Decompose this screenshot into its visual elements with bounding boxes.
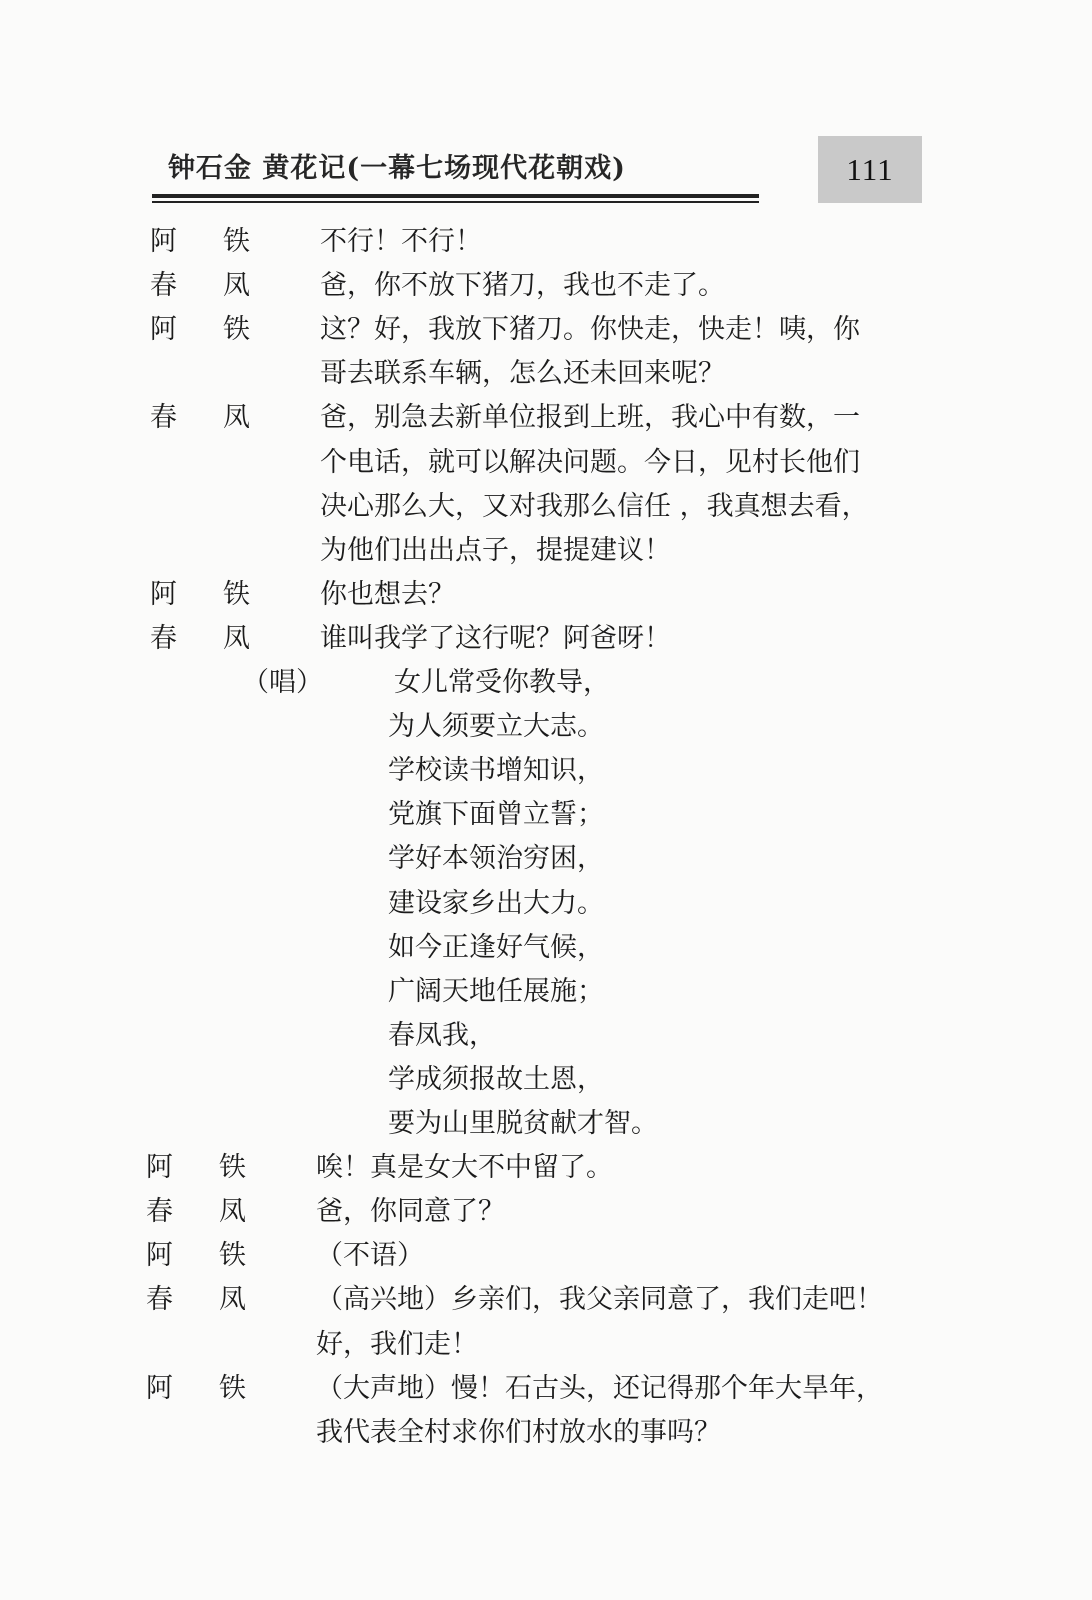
speaker-name	[150, 220, 250, 264]
song-verse: 如今正逢好气候，	[388, 931, 604, 963]
song-verse: 女儿常受你教导，	[394, 667, 610, 698]
speaker-name	[150, 308, 250, 352]
speaker-name	[146, 1278, 246, 1322]
dialogue-text: （不语）	[316, 1240, 424, 1272]
dialogue-text: 这？好，我放下猪刀。你快走，快走！咦，你	[320, 314, 860, 346]
speaker-char: 铁	[223, 314, 250, 346]
page-number: 111	[846, 151, 894, 187]
speaker-char: 阿	[150, 578, 177, 610]
song-label: （唱）	[242, 667, 323, 698]
speaker-name	[150, 264, 250, 308]
speaker-char: 铁	[219, 1152, 246, 1184]
speaker-char: 铁	[219, 1372, 246, 1404]
speaker-char: 凤	[223, 402, 250, 434]
song-verse: 广阔天地任展施；	[388, 975, 604, 1007]
page-number-box	[818, 136, 922, 203]
speaker-name	[146, 1367, 246, 1411]
speaker-name	[150, 573, 250, 617]
song-verse: 建设家乡出大力。	[388, 887, 604, 919]
speaker-name	[146, 1190, 246, 1234]
dialogue-text: 哥去联系车辆，怎么还未回来呢？	[320, 358, 725, 390]
dialogue-text: 好，我们走！	[316, 1328, 478, 1360]
dialogue-text: （大声地）慢！石古头，还记得那个年大旱年，	[316, 1372, 883, 1404]
song-verse: 党旗下面曾立誓；	[388, 799, 604, 831]
speaker-char: 铁	[223, 226, 250, 257]
speaker-char: 春	[150, 402, 177, 434]
speaker-char: 阿	[150, 314, 177, 346]
speaker-char: 春	[146, 1196, 173, 1228]
speaker-char: 阿	[146, 1152, 173, 1184]
song-verse: 学成须报故土恩，	[388, 1063, 604, 1095]
speaker-char: 铁	[223, 578, 250, 610]
speaker-name	[150, 617, 250, 661]
speaker-name	[146, 1146, 246, 1190]
speaker-name	[146, 1234, 246, 1278]
dialogue-text: 唉！真是女大不中留了。	[316, 1152, 613, 1184]
song-verse: 春凤我，	[388, 1019, 496, 1051]
song-verse: 为人须要立大志。	[388, 711, 604, 743]
dialogue-text: 决心那么大，又对我那么信任 ，我真想去看，	[320, 490, 869, 522]
song-verse: 学校读书增知识，	[388, 755, 604, 787]
speaker-char: 凤	[223, 622, 250, 654]
speaker-char: 春	[150, 270, 177, 302]
running-header-title: 钟石金 黄花记(一幕七场现代花朝戏)	[168, 153, 626, 184]
speaker-char: 阿	[146, 1240, 173, 1272]
dialogue-text: 爸，你不放下猪刀，我也不走了。	[320, 270, 725, 302]
dialogue-text: 爸，你同意了？	[316, 1196, 505, 1228]
speaker-char: 阿	[150, 226, 177, 257]
dialogue-text: 个电话，就可以解决问题。今日，见村长他们	[320, 446, 860, 478]
speaker-name	[150, 396, 250, 440]
dialogue-text: 谁叫我学了这行呢？阿爸呀！	[320, 622, 671, 654]
speaker-char: 春	[146, 1284, 173, 1316]
dialogue-text: 不行！不行！	[320, 226, 482, 257]
speaker-char: 铁	[219, 1240, 246, 1272]
header-rule-thick	[152, 194, 759, 198]
dialogue-text: （高兴地）乡亲们，我父亲同意了，我们走吧！	[316, 1284, 883, 1316]
speaker-char: 凤	[223, 270, 250, 302]
dialogue-text: 我代表全村求你们村放水的事吗？	[316, 1416, 721, 1448]
dialogue-text: 为他们出出点子，提提建议！	[320, 534, 671, 566]
speaker-char: 阿	[146, 1372, 173, 1404]
header-rule-thin	[152, 201, 759, 203]
song-verse: 要为山里脱贫献才智。	[388, 1108, 658, 1139]
speaker-char: 春	[150, 622, 177, 654]
speaker-char: 凤	[219, 1196, 246, 1228]
dialogue-text: 爸，别急去新单位报到上班，我心中有数，一	[320, 402, 860, 434]
speaker-char: 凤	[219, 1284, 246, 1316]
song-verse: 学好本领治穷困，	[388, 843, 604, 875]
dialogue-text: 你也想去？	[320, 578, 455, 610]
